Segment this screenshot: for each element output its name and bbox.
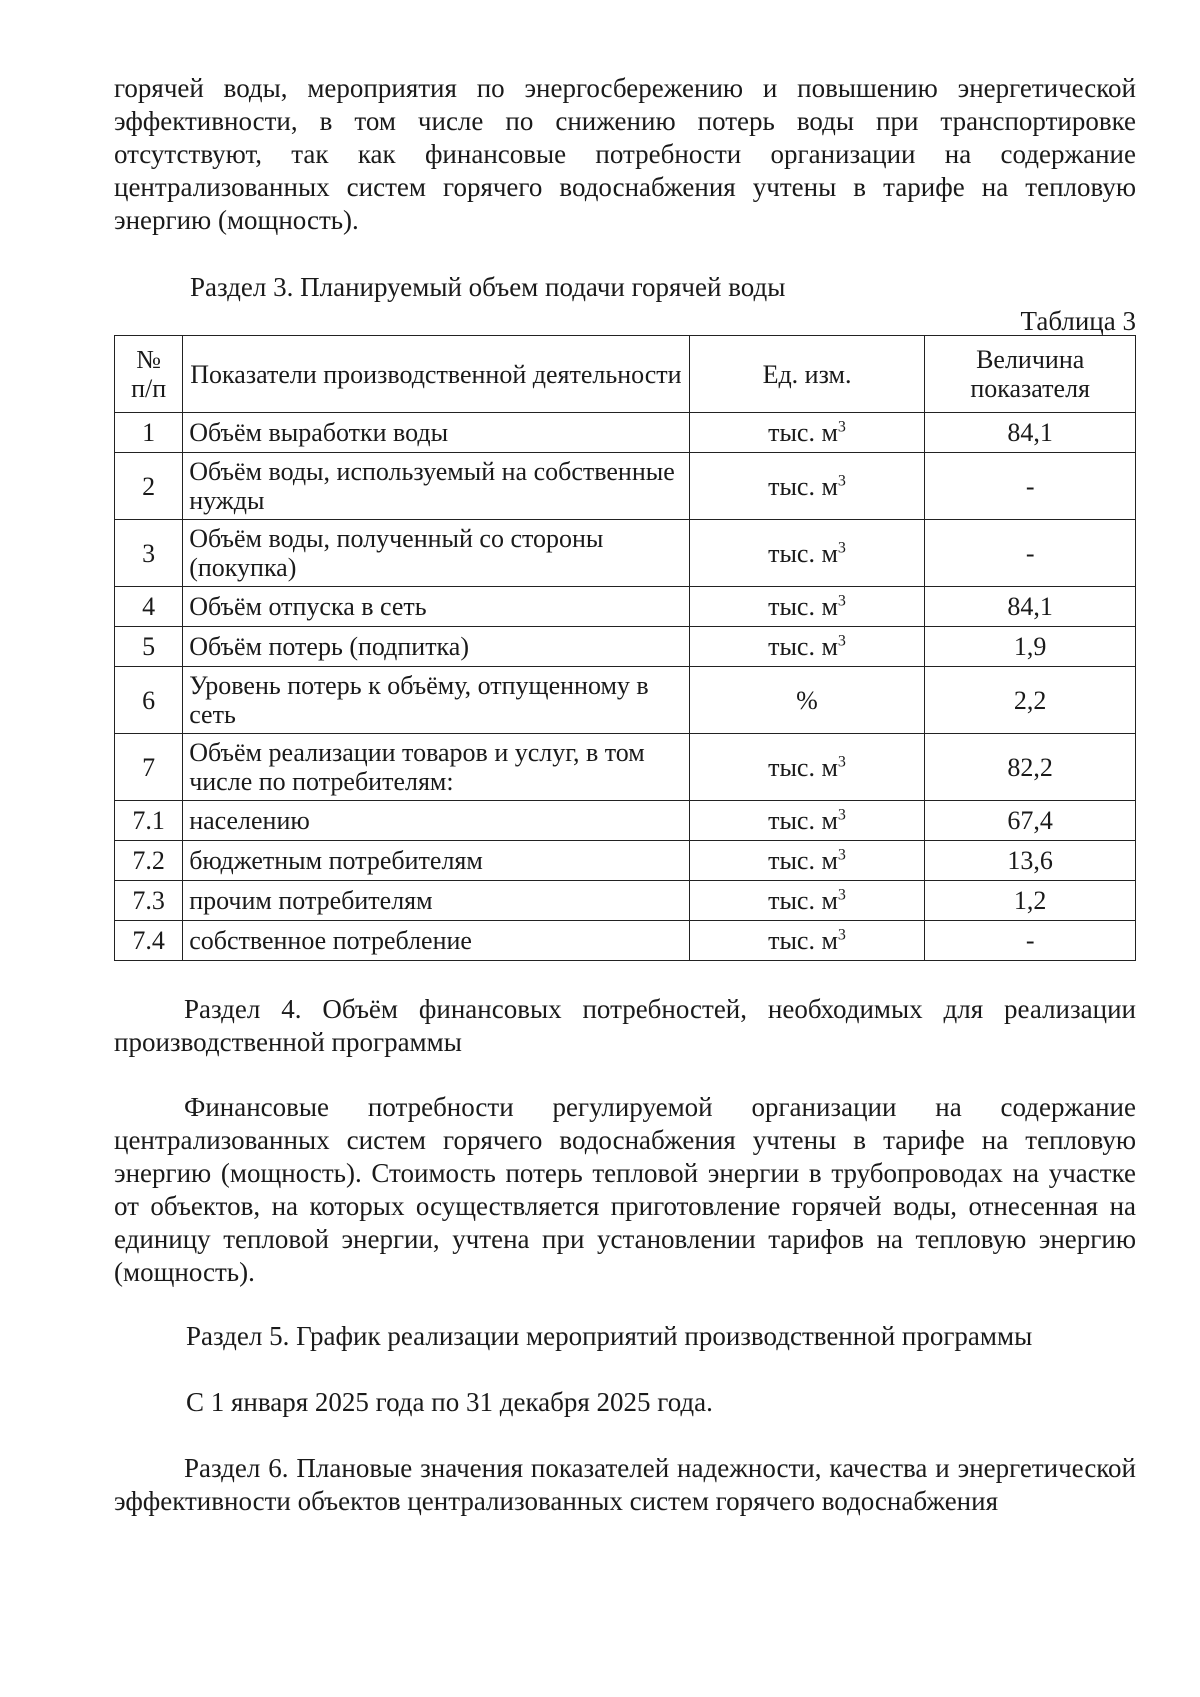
production-indicators-table bbox=[114, 335, 1136, 961]
table-row bbox=[115, 413, 1136, 453]
section6-title: Раздел 6. Плановые значения показателей надежности, качества и энергетической эффективности объектов централизованных систем горячего водоснабжения bbox=[114, 1453, 1136, 1516]
table-caption: Таблица 3 bbox=[1020, 306, 1136, 336]
unit-exponent: 3 bbox=[837, 592, 846, 610]
table-row bbox=[115, 881, 1136, 921]
header-value: Величина показателя bbox=[925, 336, 1136, 413]
unit-exponent: 3 bbox=[837, 538, 846, 556]
unit-exponent: 3 bbox=[837, 926, 846, 944]
row-value: 1,9 bbox=[925, 627, 1136, 667]
unit-base: тыс. м bbox=[768, 538, 838, 568]
table-row bbox=[115, 627, 1136, 667]
row-unit: % bbox=[689, 667, 925, 734]
unit-exponent: 3 bbox=[837, 806, 846, 824]
row-num: 7.2 bbox=[115, 841, 183, 881]
header-num-line1: № bbox=[136, 345, 161, 374]
unit-exponent: 3 bbox=[837, 752, 846, 770]
row-num: 4 bbox=[115, 587, 183, 627]
unit-exponent: 3 bbox=[837, 632, 846, 650]
row-value: - bbox=[925, 921, 1136, 961]
row-num: 7.4 bbox=[115, 921, 183, 961]
row-indicator-name: Объём потерь (подпитка) bbox=[183, 627, 689, 667]
header-num-line2: п/п bbox=[131, 374, 167, 403]
section4-title: Раздел 4. Объём финансовых потребностей, необходимых для реализации производственной программы bbox=[114, 994, 1136, 1057]
row-indicator-name: прочим потребителям bbox=[183, 881, 689, 921]
row-num: 1 bbox=[115, 413, 183, 453]
row-unit bbox=[689, 587, 925, 627]
header-unit: Ед. изм. bbox=[689, 336, 925, 413]
row-indicator-name: Объём отпуска в сеть bbox=[183, 587, 689, 627]
row-value: 2,2 bbox=[925, 667, 1136, 734]
unit-base: тыс. м bbox=[768, 926, 838, 955]
row-value: 13,6 bbox=[925, 841, 1136, 881]
table-row bbox=[115, 667, 1136, 734]
unit-base: тыс. м bbox=[768, 806, 838, 835]
row-value: 67,4 bbox=[925, 801, 1136, 841]
section5-title: Раздел 5. График реализации мероприятий производственной программы bbox=[186, 1321, 1033, 1351]
row-num: 2 bbox=[115, 453, 183, 520]
unit-base: тыс. м bbox=[768, 592, 838, 621]
table-row bbox=[115, 734, 1136, 801]
row-unit bbox=[689, 413, 925, 453]
row-indicator-name: Объём реализации товаров и услуг, в том числе по потребителям: bbox=[183, 734, 689, 801]
row-unit bbox=[689, 627, 925, 667]
row-num: 5 bbox=[115, 627, 183, 667]
table-row bbox=[115, 801, 1136, 841]
row-unit bbox=[689, 801, 925, 841]
row-unit bbox=[689, 921, 925, 961]
unit-exponent: 3 bbox=[837, 846, 846, 864]
unit-base: тыс. м bbox=[768, 846, 838, 875]
row-indicator-name: собственное потребление bbox=[183, 921, 689, 961]
unit-exponent: 3 bbox=[837, 886, 846, 904]
unit-base: тыс. м bbox=[768, 471, 838, 501]
row-indicator-name: бюджетным потребителям bbox=[183, 841, 689, 881]
header-num bbox=[115, 336, 183, 413]
table-row bbox=[115, 921, 1136, 961]
row-value: 82,2 bbox=[925, 734, 1136, 801]
row-indicator-name: Объём выработки воды bbox=[183, 413, 689, 453]
row-unit bbox=[689, 881, 925, 921]
row-num: 6 bbox=[115, 667, 183, 734]
unit-base: тыс. м bbox=[768, 886, 838, 915]
row-num: 7.3 bbox=[115, 881, 183, 921]
section5-dates: С 1 января 2025 года по 31 декабря 2025 года. bbox=[186, 1387, 713, 1417]
unit-exponent: 3 bbox=[837, 418, 846, 436]
table-header-row bbox=[115, 336, 1136, 413]
row-indicator-name: Уровень потерь к объёму, отпущенному в сеть bbox=[183, 667, 689, 734]
unit-exponent: 3 bbox=[837, 471, 846, 489]
row-indicator-name: Объём воды, используемый на собственные нужды bbox=[183, 453, 689, 520]
section4-text: Финансовые потребности регулируемой организации на содержание централизованных систем горячего водоснабжения учтены в тарифе на тепловую энергию (мощность). Стоимость потерь тепловой энергии в трубопроводах на участке от объектов, на которых осуществляется приготовление горячей воды, отнесенная на единицу тепловой энергии, учтена при установлении тарифов на тепловую энергию (мощность). bbox=[114, 1092, 1136, 1287]
intro-paragraph: горячей воды, мероприятия по энергосбережению и повышению энергетической эффективности, в том числе по снижению потерь воды при транспортировке отсутствуют, так как финансовые потребности организации на содержание централизованных систем горячего водоснабжения учтены в тарифе на тепловую энергию (мощность). bbox=[114, 73, 1136, 235]
row-indicator-name: Объём воды, полученный со стороны (покупка) bbox=[183, 520, 689, 587]
row-unit bbox=[689, 520, 925, 587]
row-value: - bbox=[925, 520, 1136, 587]
table-row bbox=[115, 453, 1136, 520]
unit-base: тыс. м bbox=[768, 752, 838, 782]
table-row bbox=[115, 841, 1136, 881]
row-unit bbox=[689, 453, 925, 520]
row-num: 7.1 bbox=[115, 801, 183, 841]
table-row bbox=[115, 520, 1136, 587]
row-num: 3 bbox=[115, 520, 183, 587]
unit-base: тыс. м bbox=[768, 632, 838, 661]
row-indicator-name: населению bbox=[183, 801, 689, 841]
row-num: 7 bbox=[115, 734, 183, 801]
row-unit bbox=[689, 841, 925, 881]
row-unit bbox=[689, 734, 925, 801]
table-body bbox=[115, 413, 1136, 961]
row-value: - bbox=[925, 453, 1136, 520]
row-value: 84,1 bbox=[925, 587, 1136, 627]
header-name: Показатели производственной деятельности bbox=[183, 336, 689, 413]
section3-title: Раздел 3. Планируемый объем подачи горячей воды bbox=[190, 272, 786, 302]
row-value: 1,2 bbox=[925, 881, 1136, 921]
row-value: 84,1 bbox=[925, 413, 1136, 453]
table-row bbox=[115, 587, 1136, 627]
unit-base: тыс. м bbox=[768, 418, 838, 447]
